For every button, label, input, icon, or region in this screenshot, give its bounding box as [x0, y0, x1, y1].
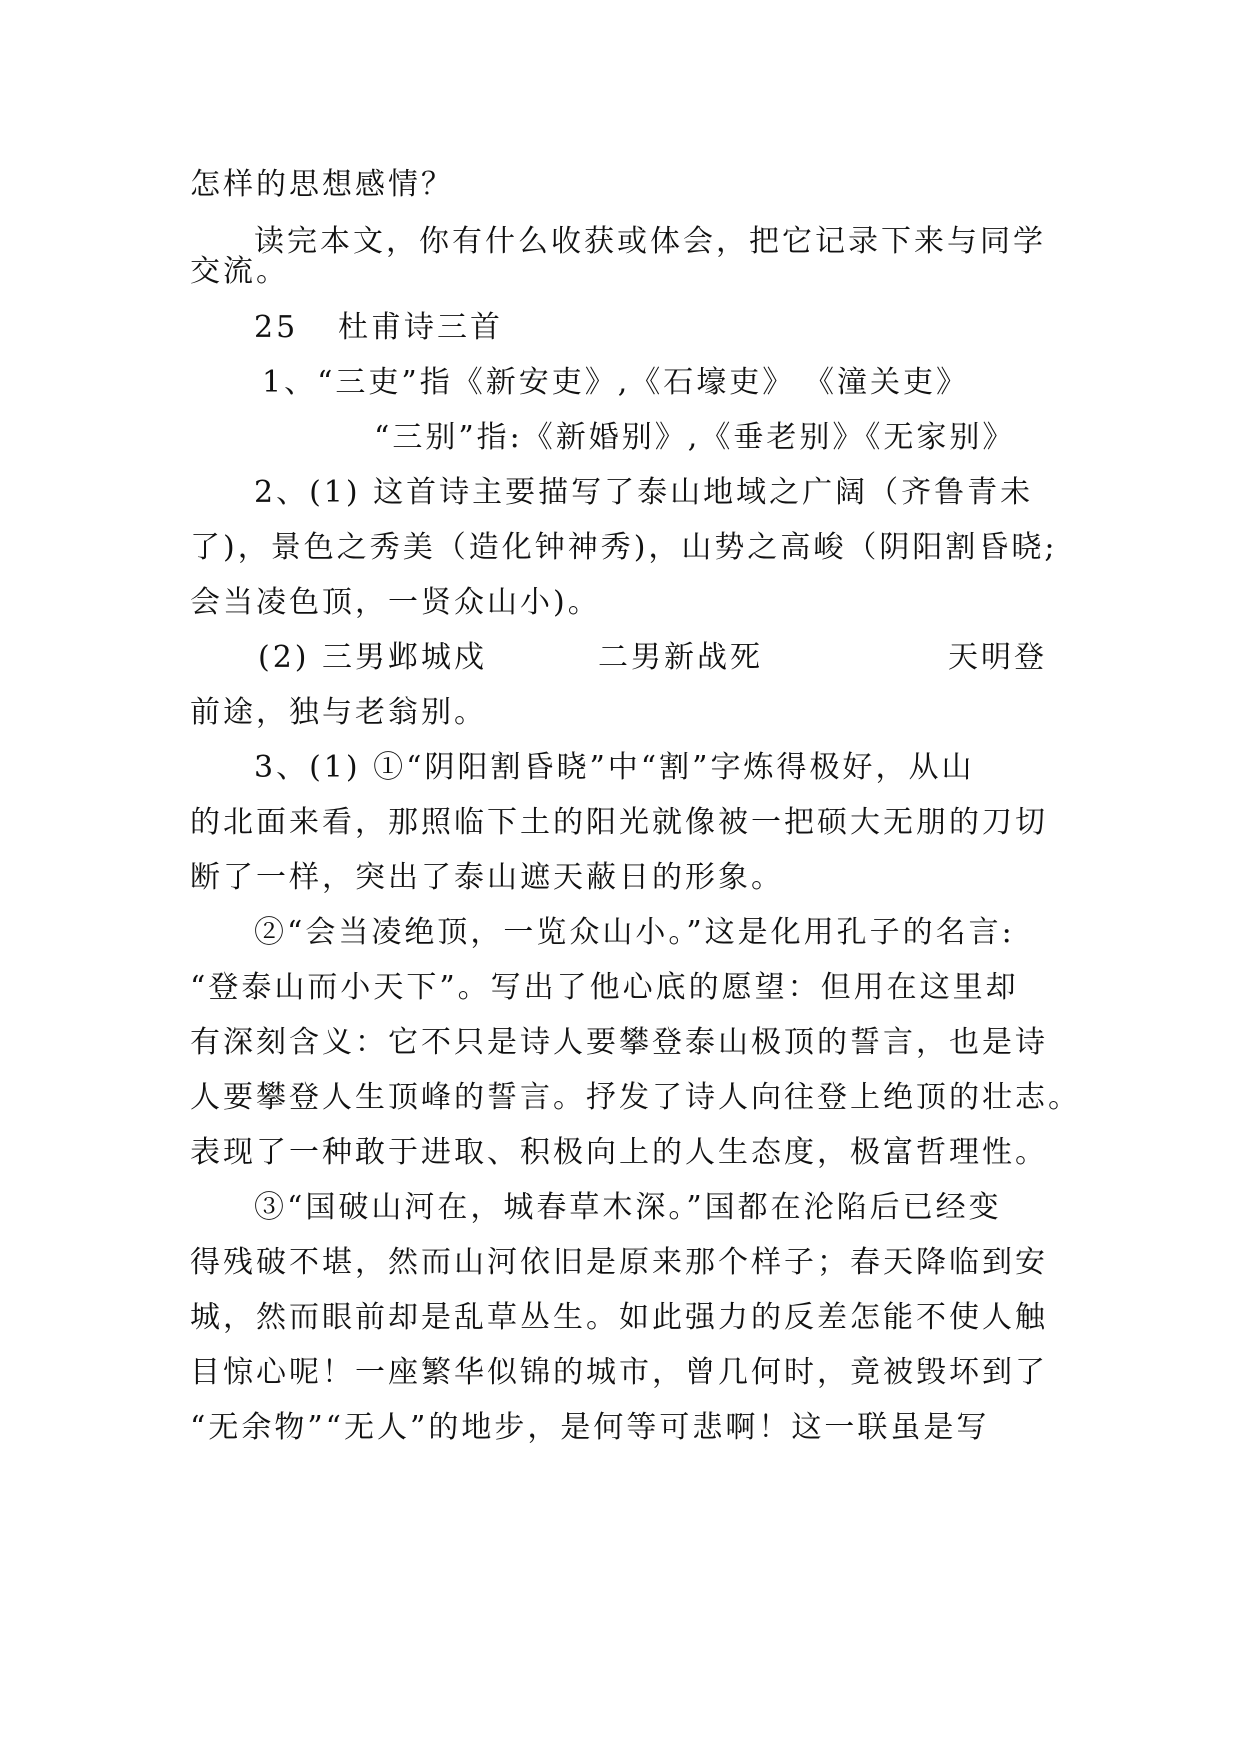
- answer-1-san-bie: “三别”指:《新婚别》,《垂老别》《无家别》: [374, 420, 1016, 455]
- text-line-3: 交流。: [190, 254, 289, 289]
- answer-3-point-2-line-5: 表现了一种敢于进取、积极向上的人生态度，极富哲理性。: [190, 1135, 1048, 1170]
- answer-3-line-1: 3、(1) ①“阴阳割昏晓”中“割”字炼得极好，从山: [254, 750, 975, 785]
- section-number: 25: [254, 310, 299, 345]
- answer-3-point-3-line-4: 目惊心呢！一座繁华似锦的城市，曾几何时，竟被毁坏到了: [190, 1355, 1048, 1390]
- answer-3-point-3-line-3: 城，然而眼前却是乱草丛生。如此强力的反差怎能不使人触: [190, 1300, 1048, 1335]
- answer-2-part-2-seg-1: (2) 三男邺城戍: [258, 640, 488, 675]
- answer-1-san-li: 1、“三吏”指《新安吏》,《石壕吏》: [262, 365, 796, 400]
- answer-2-part-2-seg-2: 二男新战死: [598, 640, 763, 675]
- answer-2-line-2: 了)，景色之秀美（造化钟神秀)，山势之高峻（阴阳割昏晓;: [190, 530, 1058, 565]
- answer-3-point-2-line-1: ②“会当凌绝顶，一览众山小。”这是化用孔子的名言:: [254, 915, 1015, 950]
- text-line-2: 读完本文，你有什么收获或体会，把它记录下来与同学: [254, 224, 1046, 259]
- answer-3-point-3-line-2: 得残破不堪，然而山河依旧是原来那个样子；春天降临到安: [190, 1245, 1048, 1280]
- answer-2-part-2-seg-3: 天明登: [948, 640, 1047, 675]
- answer-3-point-2-line-3: 有深刻含义：它不只是诗人要攀登泰山极顶的誓言，也是诗: [190, 1025, 1048, 1060]
- answer-3-point-2-line-2: “登泰山而小天下”。写出了他心底的愿望：但用在这里却: [190, 970, 1019, 1005]
- answer-2-line-3: 会当凌色顶，一贤众山小)。: [190, 585, 601, 620]
- answer-2-line-1: 2、(1) 这首诗主要描写了泰山地域之广阔（齐鲁青未: [254, 475, 1034, 510]
- answer-3-point-3-line-5: “无余物”“无人”的地步，是何等可悲啊！这一联虽是写: [190, 1410, 990, 1445]
- answer-2-part-2-line-2: 前途，独与老翁别。: [190, 695, 487, 730]
- answer-3-line-2: 的北面来看，那照临下土的阳光就像被一把硕大无朋的刀切: [190, 805, 1048, 840]
- text-line-1: 怎样的思想感情？: [190, 167, 454, 202]
- answer-3-line-3: 断了一样，突出了泰山遮天蔽日的形象。: [190, 860, 784, 895]
- answer-3-point-2-line-4: 人要攀登人生顶峰的誓言。抒发了诗人向往登上绝顶的壮志。: [190, 1080, 1081, 1115]
- answer-1-tongguan-li: 《潼关吏》: [804, 365, 969, 400]
- section-title: 杜甫诗三首: [338, 310, 503, 345]
- answer-3-point-3-line-1: ③“国破山河在，城春草木深。”国都在沦陷后已经变: [254, 1190, 1002, 1225]
